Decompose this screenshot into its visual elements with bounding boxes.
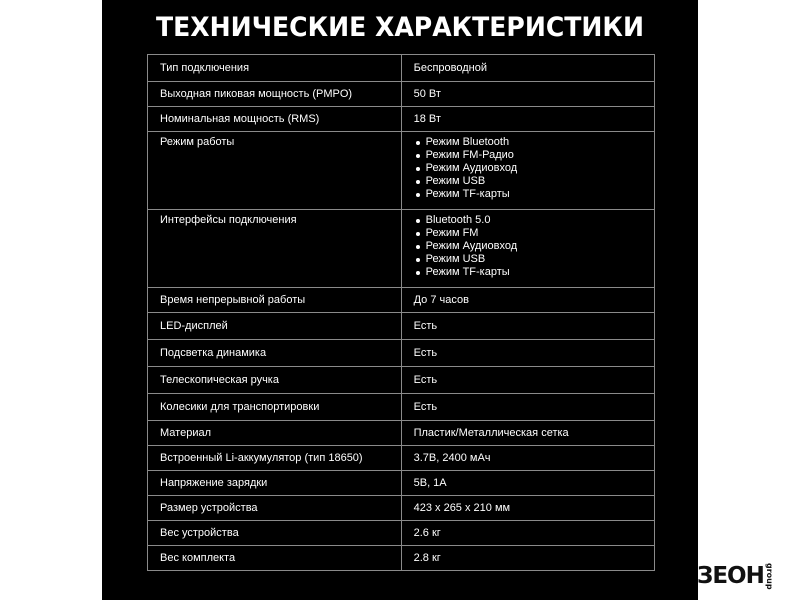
spec-row — [148, 107, 655, 132]
list-item: Режим TF-карты — [414, 266, 644, 279]
list-item: Режим TF-карты — [414, 188, 644, 201]
spec-value: Есть — [401, 367, 654, 394]
spec-label: Режим работы — [148, 132, 402, 210]
spec-value: 50 Вт — [401, 82, 654, 107]
spec-label: Напряжение зарядки — [148, 471, 402, 496]
spec-label: Вес устройства — [148, 521, 402, 546]
spec-label: Встроенный Li-аккумулятор (тип 18650) — [148, 446, 402, 471]
spec-table — [147, 54, 655, 571]
spec-value: 5В, 1А — [401, 471, 654, 496]
spec-row — [148, 340, 655, 367]
list-item: Bluetooth 5.0 — [414, 214, 644, 227]
spec-row — [148, 446, 655, 471]
list-item: Режим USB — [414, 253, 644, 266]
list-item: Режим USB — [414, 175, 644, 188]
spec-label: Колесики для транспортировки — [148, 394, 402, 421]
spec-row — [148, 496, 655, 521]
spec-value: Беспроводной — [401, 55, 654, 82]
spec-label: Тип подключения — [148, 55, 402, 82]
spec-value: 18 Вт — [401, 107, 654, 132]
spec-value-list — [401, 132, 654, 210]
list-item: Режим Аудиовход — [414, 162, 644, 175]
spec-value: 423 х 265 х 210 мм — [401, 496, 654, 521]
spec-row — [148, 471, 655, 496]
spec-row — [148, 394, 655, 421]
spec-value: 2.6 кг — [401, 521, 654, 546]
spec-label: Интерфейсы подключения — [148, 210, 402, 288]
spec-value: Есть — [401, 313, 654, 340]
spec-value: 3.7В, 2400 мАч — [401, 446, 654, 471]
list-item: Режим FM-Радио — [414, 149, 644, 162]
spec-label: Выходная пиковая мощность (PMPO) — [148, 82, 402, 107]
spec-label: LED-дисплей — [148, 313, 402, 340]
spec-value: Есть — [401, 394, 654, 421]
logo-suffix: group — [764, 563, 774, 590]
spec-label: Вес комплекта — [148, 546, 402, 571]
spec-row — [148, 210, 655, 288]
spec-row — [148, 132, 655, 210]
spec-value: До 7 часов — [401, 288, 654, 313]
spec-row — [148, 421, 655, 446]
spec-row — [148, 288, 655, 313]
list-item: Режим FM — [414, 227, 644, 240]
spec-label: Номинальная мощность (RMS) — [148, 107, 402, 132]
spec-value-list — [401, 210, 654, 288]
spec-label: Телескопическая ручка — [148, 367, 402, 394]
spec-value: Пластик/Металлическая сетка — [401, 421, 654, 446]
spec-label: Подсветка динамика — [148, 340, 402, 367]
logo-wordmark: ЗЕОН — [697, 563, 764, 590]
list-item: Режим Bluetooth — [414, 136, 644, 149]
spec-row — [148, 313, 655, 340]
spec-row — [148, 367, 655, 394]
spec-label: Материал — [148, 421, 402, 446]
spec-row — [148, 521, 655, 546]
spec-label: Размер устройства — [148, 496, 402, 521]
spec-label: Время непрерывной работы — [148, 288, 402, 313]
spec-value: 2.8 кг — [401, 546, 654, 571]
brand-logo — [697, 563, 773, 590]
page-title: ТЕХНИЧЕСКИЕ ХАРАКТЕРИСТИКИ — [156, 12, 644, 43]
spec-row — [148, 55, 655, 82]
spec-value: Есть — [401, 340, 654, 367]
list-item: Режим Аудиовход — [414, 240, 644, 253]
spec-row — [148, 82, 655, 107]
spec-panel — [102, 0, 698, 600]
spec-row — [148, 546, 655, 571]
